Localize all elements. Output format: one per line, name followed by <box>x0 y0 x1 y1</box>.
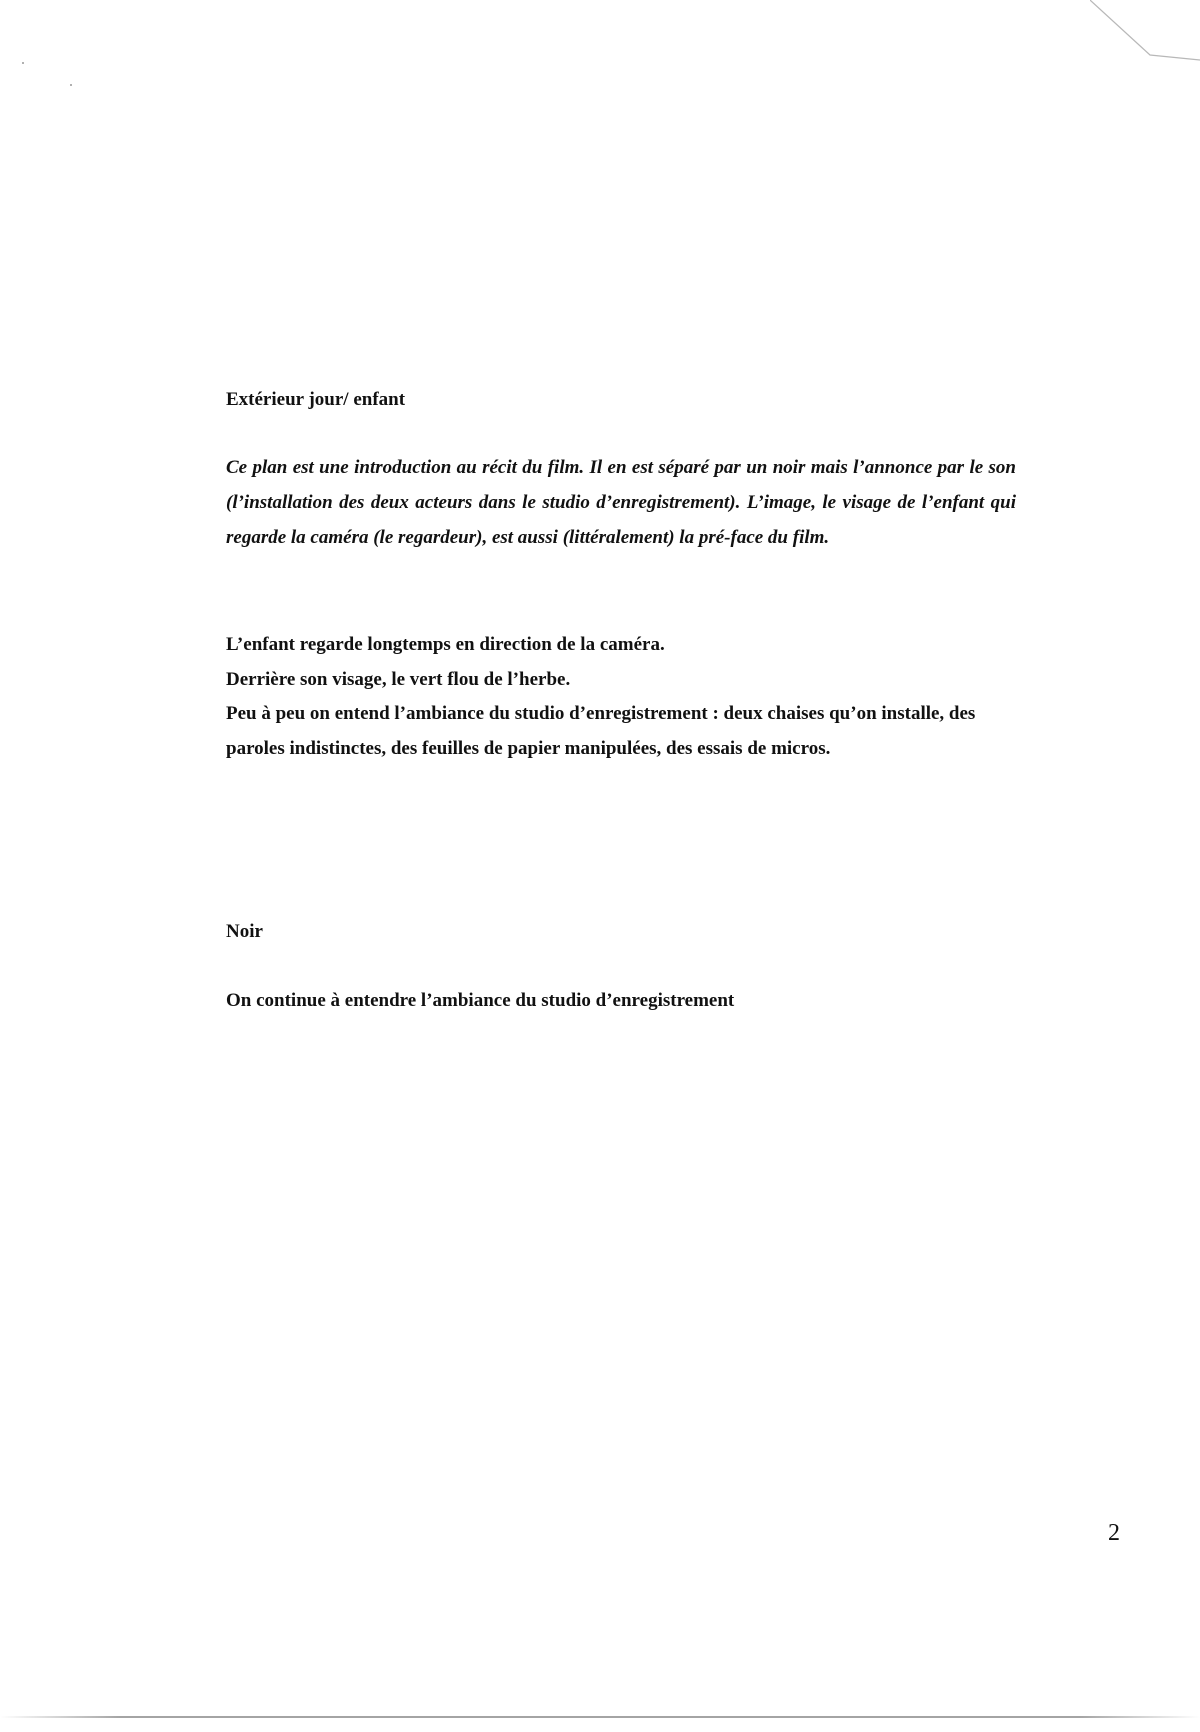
scan-speck <box>70 84 72 86</box>
action-description <box>226 628 1016 766</box>
scan-speck <box>22 62 24 64</box>
intro-note: Ce plan est une introduction au récit du film. Il en est séparé par un noir mais l’annonce par le son (l’installation des deux acteurs dans le studio d’enregistrement). L’image, le visage de l’enfant qui regarde la caméra (le regardeur), est aussi (littéralement) la pré-face du film. <box>226 457 1016 548</box>
scene-heading-black: Noir <box>226 921 263 942</box>
scan-bottom-edge <box>0 1716 1200 1718</box>
page-corner-fold <box>1090 0 1200 90</box>
page-number: 2 <box>1108 1520 1120 1546</box>
action-description-2: On continue à entendre l’ambiance du studio d’enregistrement <box>226 990 735 1011</box>
action-line: Peu à peu on entend l’ambiance du studio d’enregistrement : deux chaises qu’on installe, des paroles indistinctes, des feuilles de papier manipulées, des essais de micros. <box>226 703 976 759</box>
scene-heading: Extérieur jour/ enfant <box>226 389 406 410</box>
action-line: L’enfant regarde longtemps en direction de la caméra. <box>226 634 665 655</box>
action-line: Derrière son visage, le vert flou de l’herbe. <box>226 668 571 690</box>
